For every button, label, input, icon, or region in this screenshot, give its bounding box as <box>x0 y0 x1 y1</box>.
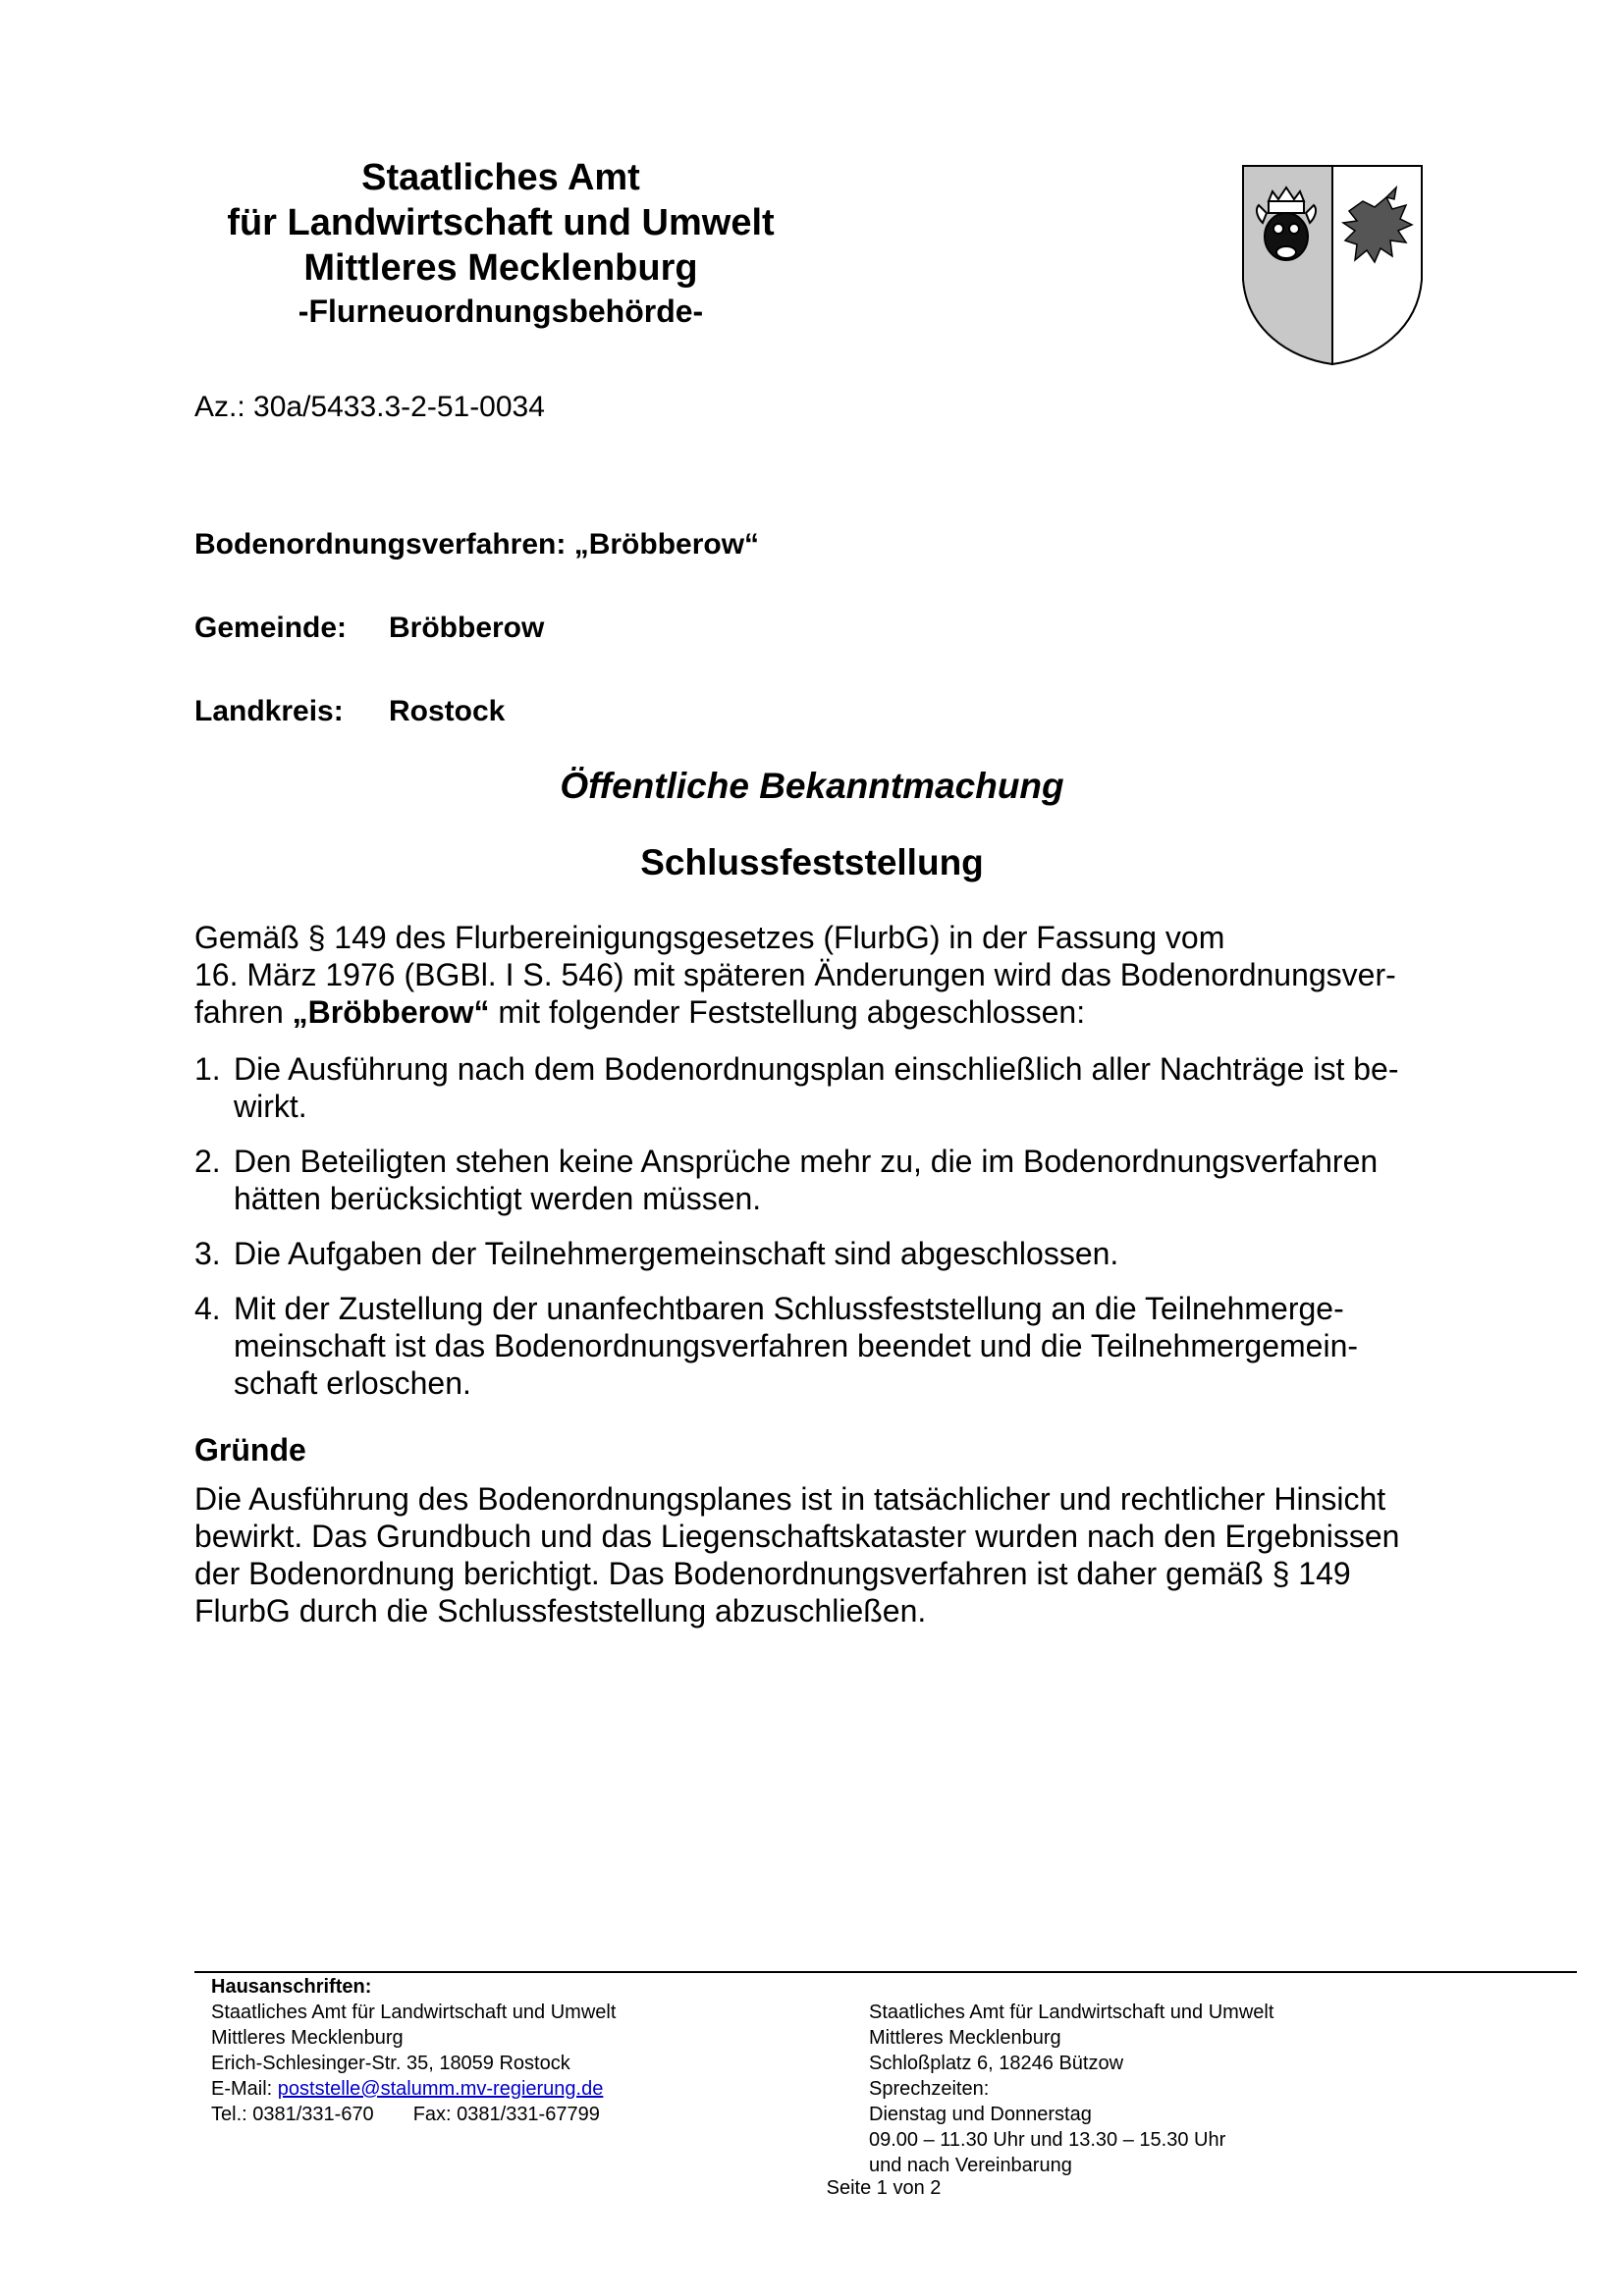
item-number: 2. <box>194 1144 221 1179</box>
reference-number: Az.: 30a/5433.3-2-51-0034 <box>194 391 545 423</box>
item-line: Den Beteiligten stehen keine Ansprüche mehr zu, die im Bodenordnungsverfahren <box>234 1144 1379 1179</box>
intro-line-3-pre: fahren <box>194 994 293 1030</box>
item-line: hätten berücksichtigt werden müssen. <box>234 1181 762 1216</box>
footer-right-line-7: und nach Vereinbarung <box>869 2155 1072 2176</box>
intro-paragraph <box>194 919 1471 1031</box>
landkreis-label: Landkreis: <box>194 695 344 727</box>
page-number: Seite 1 von 2 <box>826 2177 942 2199</box>
reasons-line-1: Die Ausführung des Bodenordnungsplanes ist in tatsächlicher und rechtlicher Hinsicht <box>194 1481 1386 1517</box>
footer-email-line <box>211 2076 616 2102</box>
landkreis-line <box>194 695 505 728</box>
item-number: 4. <box>194 1291 221 1326</box>
authority-line-3: Mittleres Mecklenburg <box>303 247 698 289</box>
footer-divider <box>194 1971 1577 1973</box>
footer-right-line-4: Sprechzeiten: <box>869 2078 990 2100</box>
item-line: Die Aufgaben der Teilnehmergemeinschaft sind abgeschlossen. <box>234 1236 1119 1271</box>
footer-right-line-3: Schloßplatz 6, 18246 Bützow <box>869 2053 1124 2074</box>
intro-line-1: Gemäß § 149 des Flurbereinigungsgesetzes (FlurbG) in der Fassung vom <box>194 920 1225 955</box>
authority-header <box>177 155 825 332</box>
procedure-line <box>194 528 759 561</box>
reasons-line-3: der Bodenordnung berichtigt. Das Bodenordnungsverfahren ist daher gemäß § 149 <box>194 1556 1351 1591</box>
footer-left-line-3: Erich-Schlesinger-Str. 35, 18059 Rostock <box>211 2053 570 2074</box>
intro-line-3-post: mit folgender Feststellung abgeschlossen: <box>489 994 1086 1030</box>
footer-right-line-6: 09.00 – 11.30 Uhr und 13.30 – 15.30 Uhr <box>869 2129 1226 2151</box>
item-number: 1. <box>194 1051 221 1087</box>
gemeinde-value: Bröbberow <box>389 612 545 644</box>
intro-line-2: 16. März 1976 (BGBl. I S. 546) mit späteren Änderungen wird das Bodenordnungsver- <box>194 957 1396 992</box>
footer-right-line-2: Mittleres Mecklenburg <box>869 2027 1061 2049</box>
notice-title: Öffentliche Bekanntmachung <box>560 766 1064 806</box>
item-number: 3. <box>194 1236 221 1271</box>
intro-line-3 <box>194 993 1471 1031</box>
intro-line-3-name: „Bröbberow“ <box>292 994 490 1030</box>
phone-number: Tel.: 0381/331-670 <box>211 2104 374 2125</box>
footer-address-rostock <box>211 1974 616 2127</box>
authority-line-2: für Landwirtschaft und Umwelt <box>227 202 775 243</box>
footer-left-line-2: Mittleres Mecklenburg <box>211 2027 404 2049</box>
list-item <box>194 1290 1471 1402</box>
authority-line-1: Staatliches Amt <box>361 157 640 198</box>
reasons-line-2: bewirkt. Das Grundbuch und das Liegenschaftskataster wurden nach den Ergebnissen <box>194 1519 1400 1554</box>
list-item <box>194 1143 1471 1217</box>
gemeinde-label: Gemeinde: <box>194 612 348 644</box>
footer-right-line-1: Staatliches Amt für Landwirtschaft und Umwelt <box>869 2002 1274 2023</box>
item-line: schaft erloschen. <box>234 1365 471 1401</box>
reasons-heading: Gründe <box>194 1432 306 1468</box>
gemeinde-line <box>194 612 544 645</box>
authority-line-4: -Flurneuordnungsbehörde- <box>298 294 704 329</box>
notice-subtitle: Schlussfeststellung <box>640 842 984 882</box>
email-link[interactable]: poststelle@stalumm.mv-regierung.de <box>277 2078 604 2100</box>
item-line: Mit der Zustellung der unanfechtbaren Schlussfeststellung an die Teilnehmerge- <box>234 1291 1344 1326</box>
footer-phone-line <box>211 2102 616 2127</box>
footer-right-line-5: Dienstag und Donnerstag <box>869 2104 1092 2125</box>
list-item <box>194 1050 1471 1125</box>
footer-left-line-1: Staatliches Amt für Landwirtschaft und Umwelt <box>211 2002 617 2023</box>
procedure-label: Bodenordnungsverfahren: <box>194 528 567 561</box>
item-line: wirkt. <box>234 1089 307 1124</box>
footer-heading: Hausanschriften: <box>211 1976 372 1998</box>
reasons-paragraph <box>194 1480 1471 1629</box>
list-item <box>194 1235 1471 1272</box>
procedure-value: „Bröbberow“ <box>573 528 760 561</box>
findings-list <box>194 1050 1471 1419</box>
item-line: meinschaft ist das Bodenordnungsverfahren beendet und die Teilnehmergemein- <box>234 1328 1359 1363</box>
reasons-line-4: FlurbG durch die Schlussfeststellung abzuschließen. <box>194 1593 927 1629</box>
landkreis-value: Rostock <box>389 695 506 727</box>
email-label: E-Mail: <box>211 2078 278 2100</box>
fax-number: Fax: 0381/331-67799 <box>412 2104 600 2125</box>
item-line: Die Ausführung nach dem Bodenordnungsplan einschließlich aller Nachträge ist be- <box>234 1051 1399 1087</box>
footer-address-buetzow <box>869 2000 1273 2178</box>
coat-of-arms-icon <box>1239 162 1426 370</box>
